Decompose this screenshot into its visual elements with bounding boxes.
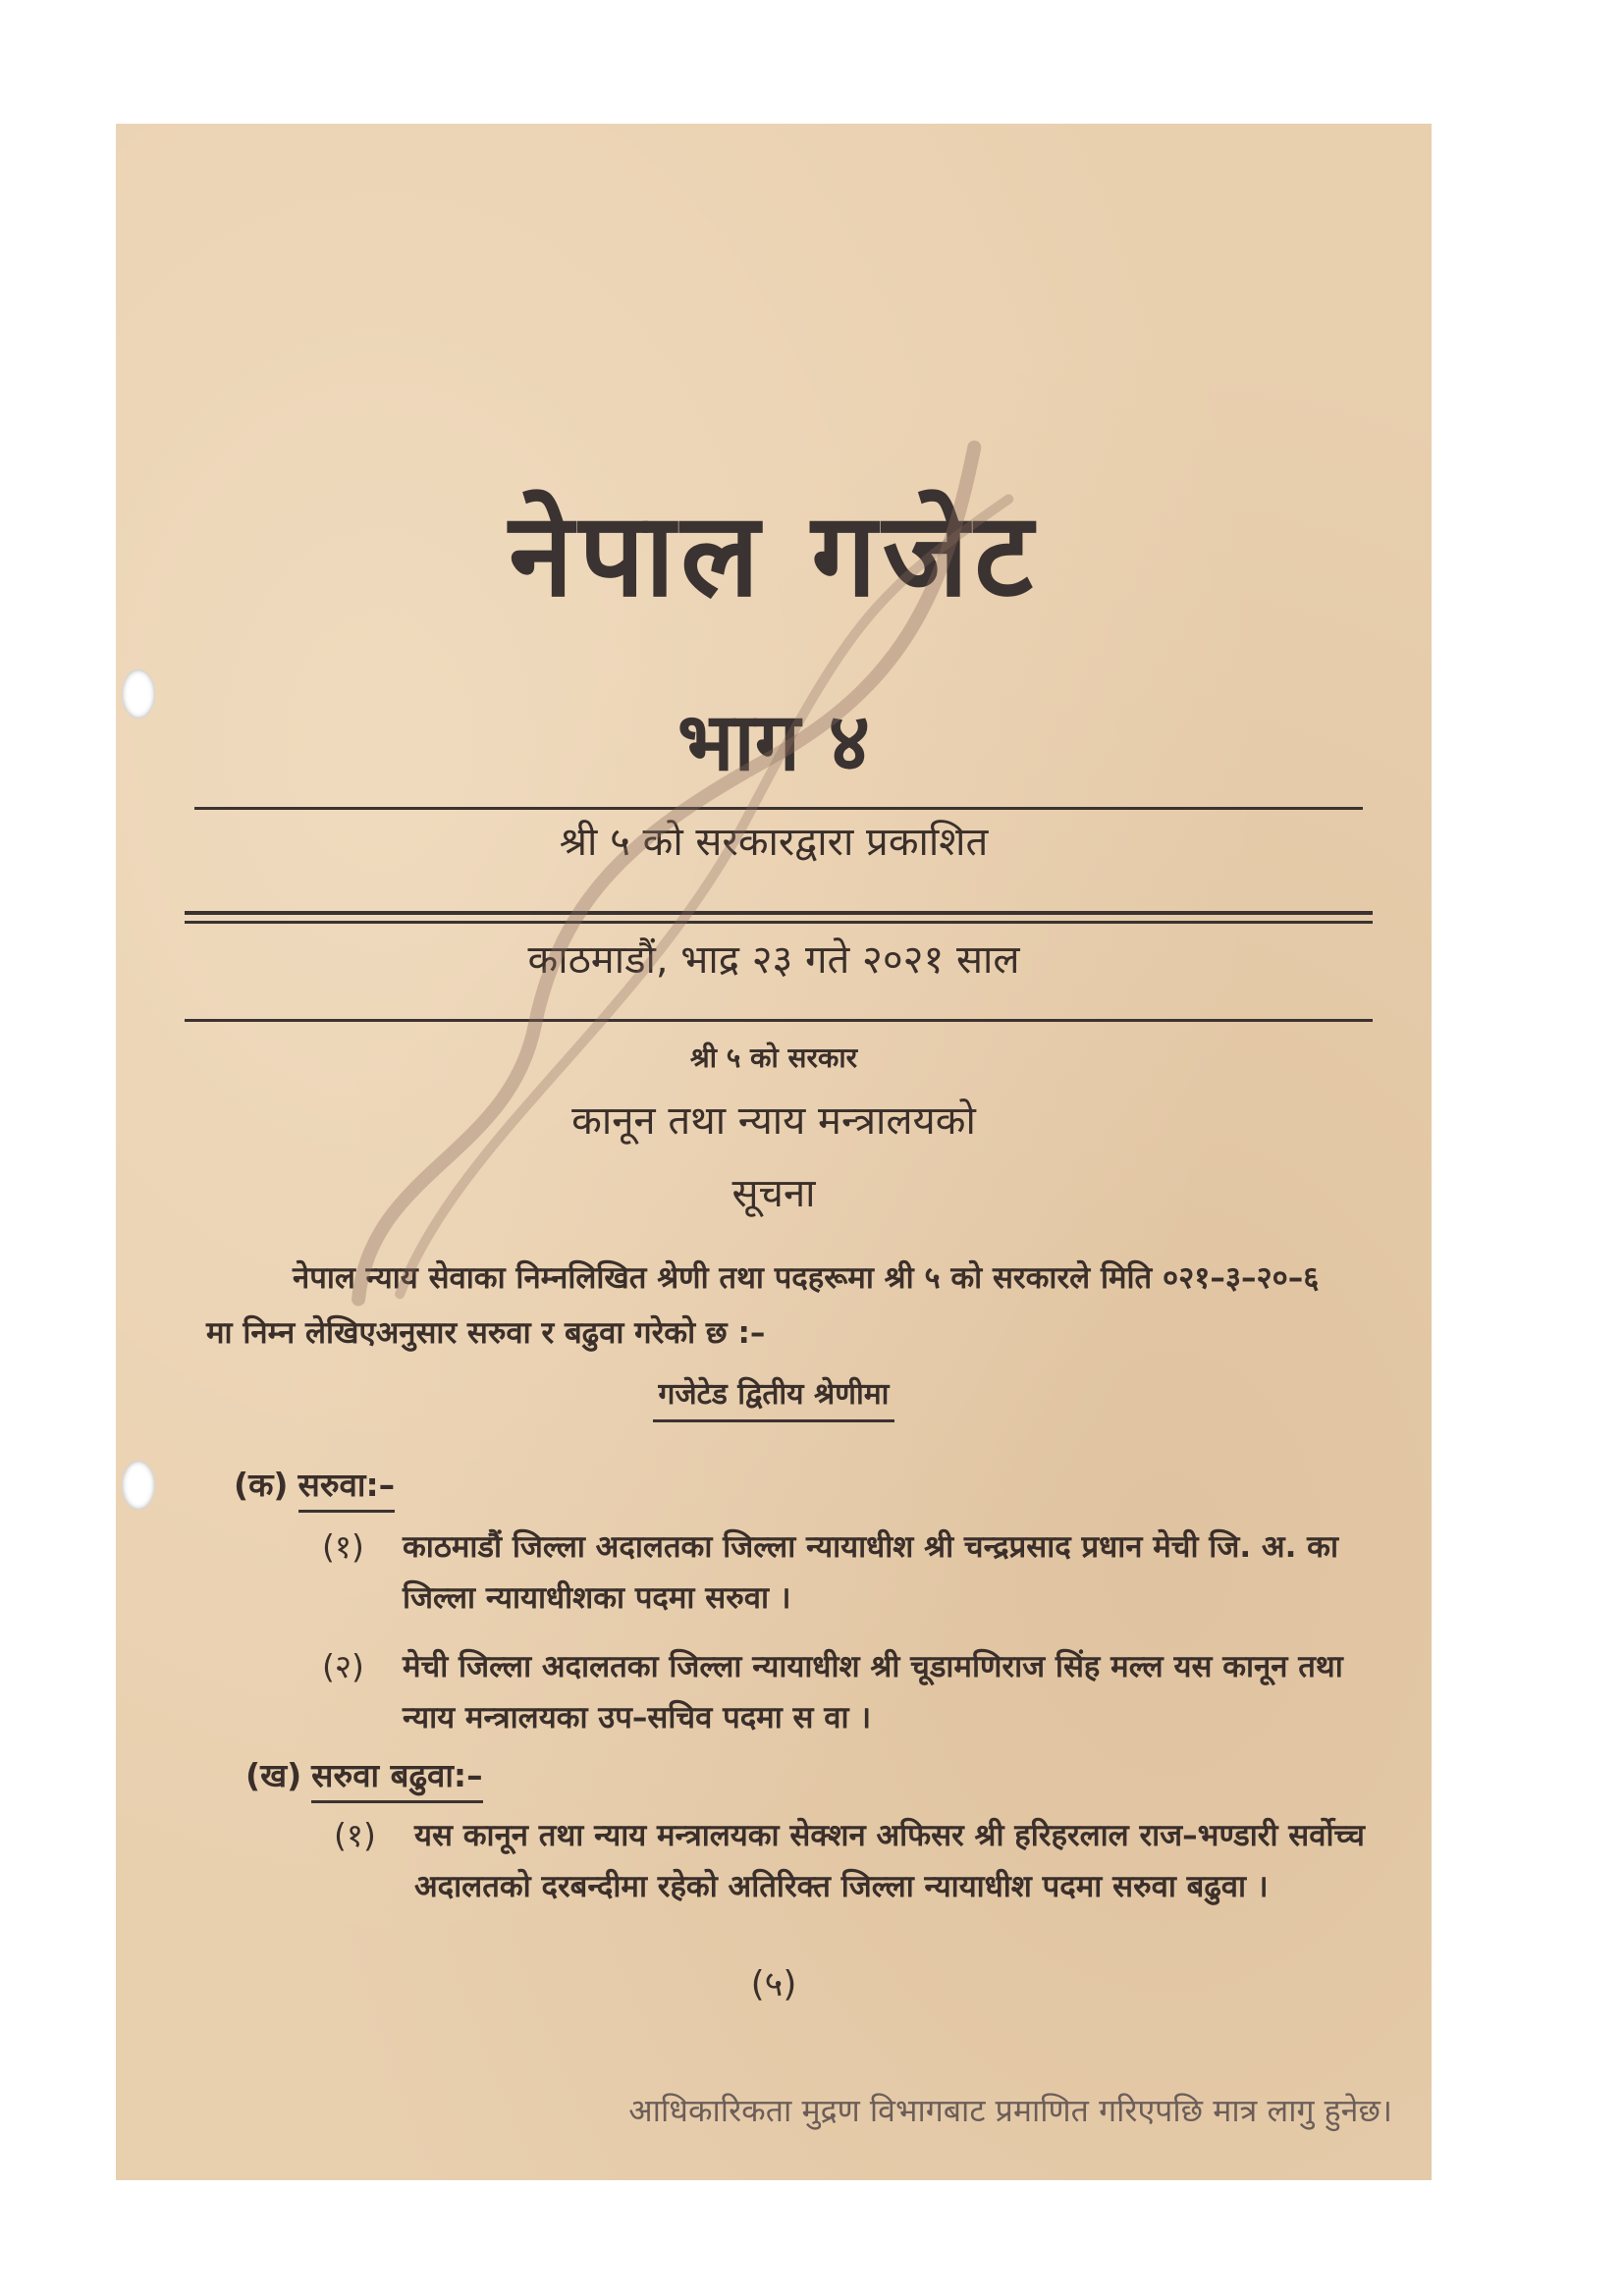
punch-hole-bottom — [122, 1461, 155, 1510]
item-text: मेची जिल्ला अदालतका जिल्ला न्यायाधीश श्री चूडामणिराज सिंह मल्ल यस कानून तथा न्याय मन्त्रालयका उप–सचिव पदमा स वा । — [403, 1649, 1343, 1735]
dateline: काठमाडौं, भाद्र २३ गते २०२१ साल — [527, 937, 1020, 983]
rule-double-1 — [185, 911, 1373, 915]
section-kha-heading — [245, 1756, 483, 1794]
notice-heading: सूचना — [731, 1171, 816, 1216]
page-number: (५) — [750, 1964, 797, 2004]
ministry-line: कानून तथा न्याय मन्त्रालयको — [571, 1098, 976, 1144]
item-number: (१) — [334, 1816, 376, 1854]
rule-double-2 — [185, 921, 1373, 924]
item-text: यस कानून तथा न्याय मन्त्रालयका सेक्शन अफिसर श्री हरिहरलाल राज–भण्डारी सर्वोच्च अदालतको दरबन्दीमा रहेको अतिरिक्त जिल्ला न्यायाधीश पदमा सरुवा बढुवा । — [414, 1818, 1365, 1904]
rule-top — [194, 807, 1363, 810]
item-number: (२) — [322, 1647, 364, 1685]
notice-intro: नेपाल न्याय सेवाका निम्नलिखित श्रेणी तथा पदहरूमा श्री ५ को सरकारले मिति ०२१–३–२०–६ मा निम्न लेखिएअनुसार सरुवा र बढुवा गरेको छ :– — [206, 1260, 1320, 1351]
section-marker: (क) — [234, 1466, 289, 1504]
gazette-part: भाग ४ — [677, 696, 871, 789]
item-number: (१) — [322, 1527, 364, 1566]
item-text: काठमाडौं जिल्ला अदालतका जिल्ला न्यायाधीश श्री चन्द्रप्रसाद प्रधान मेची जि. अ. का जिल्ला न्यायाधीशका पदमा सरुवा । — [403, 1529, 1338, 1616]
grade-subheading — [116, 1377, 1432, 1412]
gazette-page — [116, 124, 1432, 2180]
section-label: सरुवा बढुवा:– — [311, 1756, 482, 1803]
grade-subheading-text: गजेटेड द्वितीय श्रेणीमा — [653, 1377, 895, 1422]
section-ka-heading — [234, 1466, 396, 1504]
authenticity-footer: आधिकारिकता मुद्रण विभागबाट प्रमाणित गरिएपछि मात्र लागु हुनेछ। — [628, 2092, 1392, 2129]
section-label: सरुवा:– — [298, 1466, 396, 1513]
section-marker: (ख) — [245, 1756, 302, 1794]
publisher-line: श्री ५ को सरकारद्वारा प्रकाशित — [559, 820, 989, 865]
gazette-title: नेपाल गजेट — [509, 487, 1039, 622]
government-line: श्री ५ को सरकार — [689, 1041, 858, 1074]
rule-bottom — [185, 1019, 1373, 1022]
